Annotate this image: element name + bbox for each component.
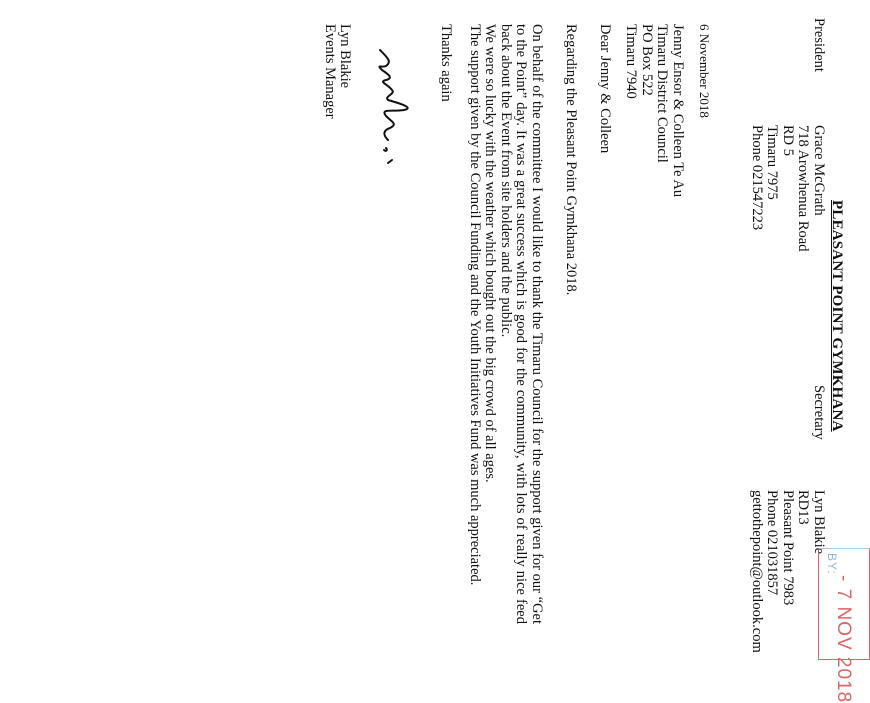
secretary-line: RD13 xyxy=(795,490,812,525)
regarding-line: Regarding the Pleasant Point Gymkhana 2018. xyxy=(563,24,579,296)
recipient-line: Jenny Ensor & Colleen Te Au xyxy=(670,24,686,198)
letterhead-title: PLEASANT POINT GYMKHANA xyxy=(829,200,845,432)
closing: Thanks again xyxy=(438,24,454,102)
body-paragraph: The support given by the Council Funding and the Youth Initiatives Fund was much appreciated. xyxy=(467,24,483,586)
president-line: Timaru 7975 xyxy=(764,125,781,200)
president-line: RD 5 xyxy=(780,125,796,157)
secretary-line: Phone 021031857 xyxy=(764,490,781,596)
body-paragraph: We were so lucky with the weather which bought out the big crowd of all ages. xyxy=(482,24,499,483)
stamp-date: - 7 NOV 2018 xyxy=(833,575,854,703)
president-line: Phone 021547223 xyxy=(749,125,765,231)
body-paragraph: On behalf of the committee I would like to thank the Timaru Council for the support given for our “Get to the Point” day. It was a great success which is good for the community, with lots of really nice feed back about the Event from site holders and the public. xyxy=(498,24,545,624)
recipient-line: Timaru District Council xyxy=(654,24,671,163)
president-line: 718 Arowhenua Road xyxy=(795,125,812,252)
secretary-line: gettothepoint@outlook.com xyxy=(749,490,765,653)
secretary-label: Secretary xyxy=(811,385,827,440)
stamp-by: BY: xyxy=(825,553,839,575)
handwritten-signature xyxy=(352,44,432,194)
president-line: Grace McGrath xyxy=(811,125,827,216)
letter-date: 6 November 2018 xyxy=(697,24,712,118)
letter-body xyxy=(467,24,545,624)
received-stamp xyxy=(818,548,870,703)
secretary-line: Lyn Blakie xyxy=(811,490,827,555)
secretary-address xyxy=(749,490,827,653)
president-label: President xyxy=(811,18,827,72)
president-address xyxy=(749,125,827,251)
secretary-line: Pleasant Point 7983 xyxy=(780,490,796,606)
greeting: Dear Jenny & Colleen xyxy=(597,24,613,154)
signatory-name: Lyn Blakie xyxy=(337,24,353,89)
recipient-line: Timaru 7940 xyxy=(623,24,640,99)
signatory-title: Events Manager xyxy=(322,24,338,119)
recipient-line: PO Box 522 xyxy=(639,24,655,96)
recipient-address xyxy=(623,24,685,197)
